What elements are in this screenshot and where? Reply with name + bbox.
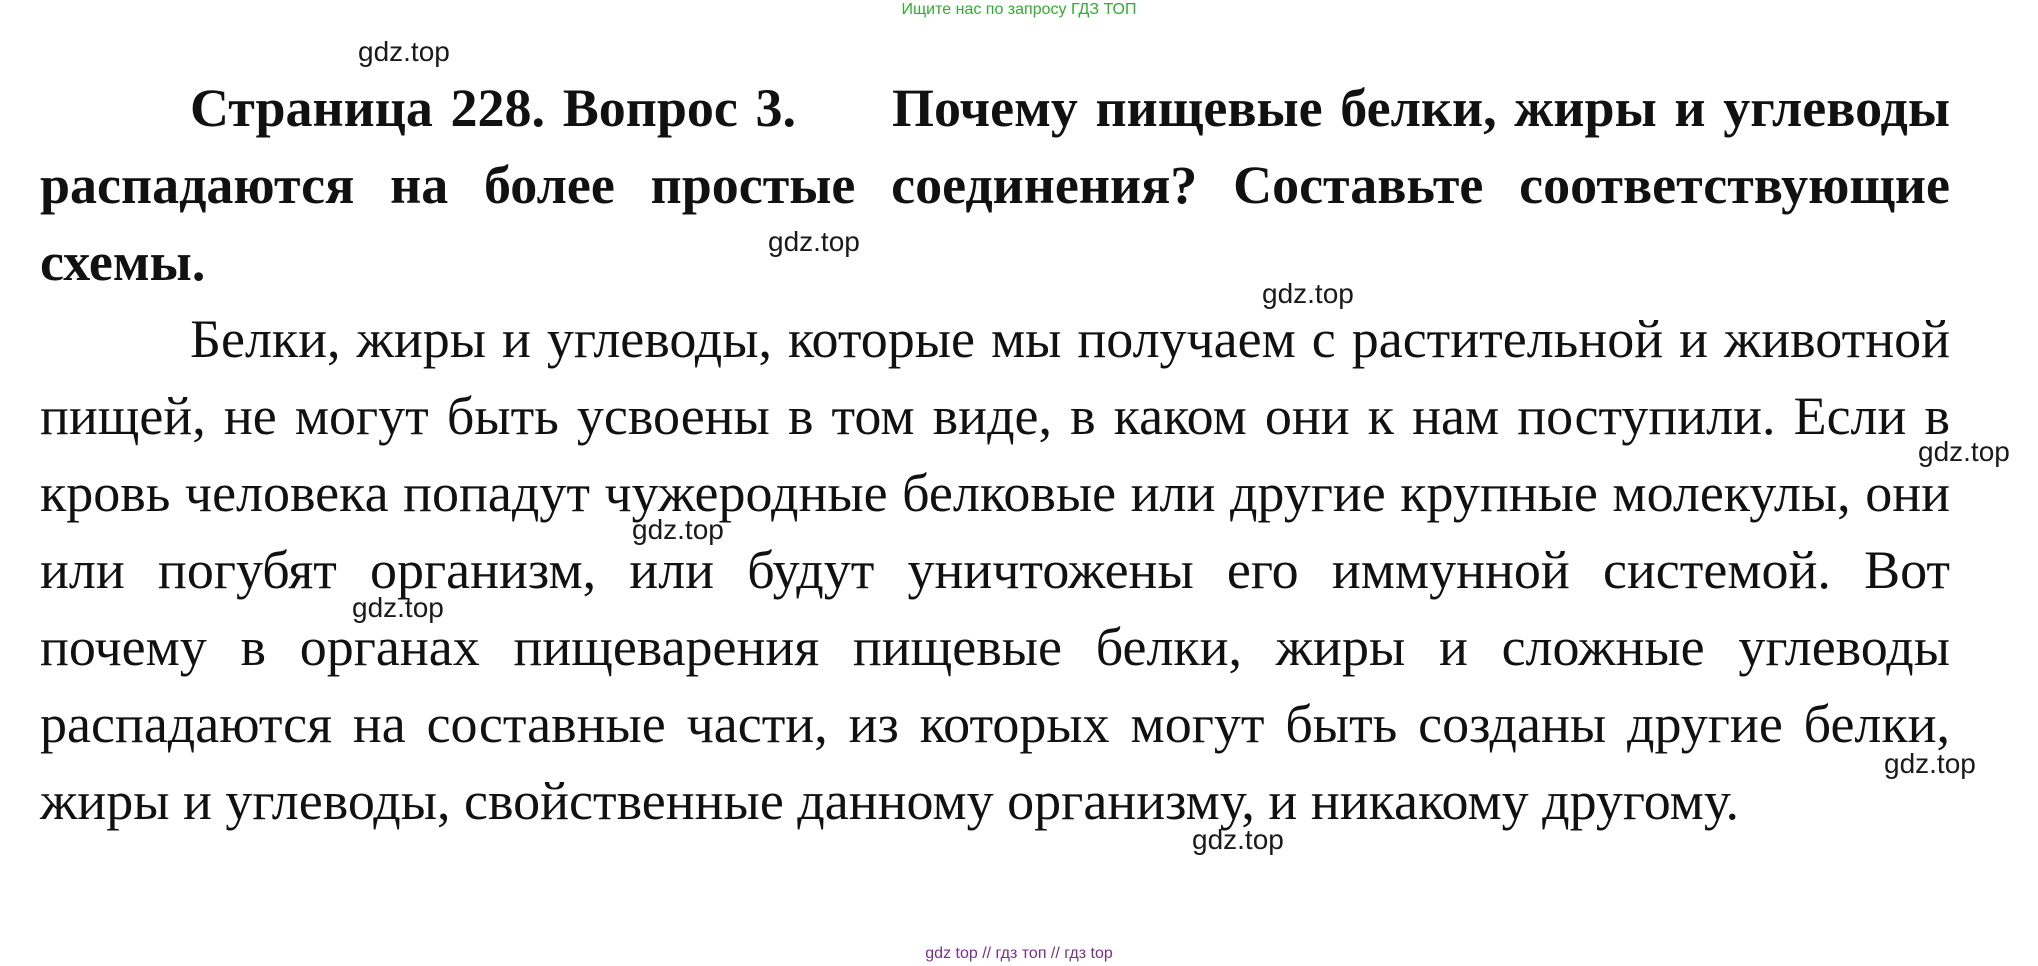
- watermark: gdz.top: [632, 514, 724, 545]
- document-content: [40, 70, 1950, 840]
- question-heading: [40, 70, 1950, 301]
- bottom-banner: gdz top // гдз топ // гдз top: [925, 945, 1113, 962]
- watermark: gdz.top: [1192, 824, 1284, 855]
- watermark: gdz.top: [1918, 436, 2010, 467]
- top-banner: Ищите нас по запросу ГДЗ ТОП: [901, 1, 1137, 18]
- watermark: gdz.top: [1884, 748, 1976, 779]
- watermark: gdz.top: [768, 226, 860, 257]
- question-text: Почему пищевые белки, жиры и углеводы распадаются на более простые соединения? Составьте соответствующие схемы.: [40, 78, 1950, 292]
- watermark: gdz.top: [352, 592, 444, 623]
- watermark: gdz.top: [1262, 278, 1354, 309]
- watermark: gdz.top: [358, 36, 450, 67]
- question-label: Страница 228. Вопрос 3.: [190, 78, 797, 138]
- answer-paragraph: Белки, жиры и углеводы, которые мы получаем с растительной и животной пищей, не могут быть усвоены в том виде, в каком они к нам поступили. Если в кровь человека попадут чужеродные белковые или другие крупные молекулы, они или погубят организм, или будут уничтожены его иммунной системой. Вот почему в органах пищеварения пищевые белки, жиры и сложные углеводы распадаются на составные части, из которых могут быть созданы другие белки, жиры и углеводы, свойственные данному организму, и никакому другому.: [40, 309, 1950, 831]
